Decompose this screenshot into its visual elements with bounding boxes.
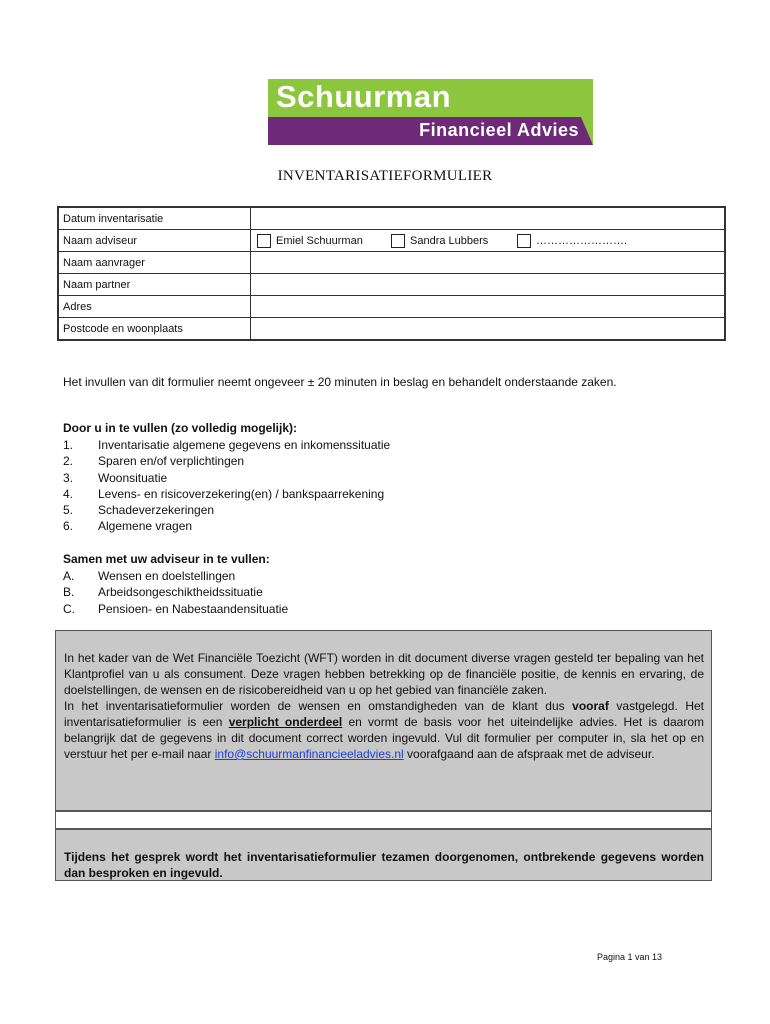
wft-notice-text xyxy=(64,650,704,762)
item-number: 2. xyxy=(63,454,74,469)
list-item xyxy=(63,453,390,469)
logo-brand-bar xyxy=(268,79,593,117)
intro-text: Het invullen van dit formulier neemt ongeveer ± 20 minuten in beslag en behandelt onderstaande zaken. xyxy=(63,375,617,389)
company-logo xyxy=(268,79,593,145)
info-table xyxy=(57,206,726,341)
item-number: 6. xyxy=(63,519,74,534)
row-label: Postcode en woonplaats xyxy=(58,318,251,341)
row-label: Adres xyxy=(58,296,251,318)
item-text: Algemene vragen xyxy=(98,519,193,534)
item-text: Wensen en doelstellingen xyxy=(98,569,236,583)
advisor-option-other[interactable] xyxy=(517,234,627,248)
table-row xyxy=(58,207,725,230)
option-label: Sandra Lubbers xyxy=(410,234,489,247)
notice-text-part: voorafgaand aan de afspraak met de adviseur. xyxy=(403,747,655,761)
row-label: Naam aanvrager xyxy=(58,252,251,274)
row-label: Naam adviseur xyxy=(58,230,251,252)
option-label: ……………………. xyxy=(536,234,628,247)
date-input-cell[interactable] xyxy=(251,207,726,230)
meeting-notice-box xyxy=(55,829,712,881)
logo-corner-shape xyxy=(581,117,593,145)
section2-list xyxy=(63,568,288,617)
address-input-cell[interactable] xyxy=(251,296,726,318)
wft-notice-box xyxy=(55,630,712,811)
partner-input-cell[interactable] xyxy=(251,274,726,296)
section1-title: Door u in te vullen (zo volledig mogelijk): xyxy=(63,421,298,435)
checkbox[interactable] xyxy=(257,234,271,248)
table-row xyxy=(58,296,725,318)
section2-title: Samen met uw adviseur in te vullen: xyxy=(63,552,270,566)
table-row xyxy=(58,252,725,274)
item-text: Inventarisatie algemene gegevens en inkomenssituatie xyxy=(98,438,391,452)
applicant-input-cell[interactable] xyxy=(251,252,726,274)
advisor-option-sandra[interactable] xyxy=(391,234,488,248)
item-number: C. xyxy=(63,601,75,616)
item-text: Schadeverzekeringen xyxy=(98,503,215,518)
row-label: Datum inventarisatie xyxy=(58,207,251,230)
table-row xyxy=(58,274,725,296)
notice-emphasis-underlined: verplicht onderdeel xyxy=(228,715,343,729)
list-item xyxy=(63,502,390,518)
list-item xyxy=(63,601,288,617)
item-number: 5. xyxy=(63,503,74,518)
table-row xyxy=(58,318,725,341)
item-text: Sparen en/of verplichtingen xyxy=(98,454,245,469)
postcode-input-cell[interactable] xyxy=(251,318,726,341)
notice-text-part: In het inventarisatieformulier worden de wensen en omstandigheden van de klant dus xyxy=(64,699,573,713)
section1-list xyxy=(63,437,390,535)
notice-text-part: vastgelegd. Het inventarisatieformulier is een xyxy=(64,699,705,729)
item-text: Arbeidsongeschiktheidssituatie xyxy=(98,585,263,600)
logo-tagline-text: Financieel Advies xyxy=(419,120,579,140)
logo-brand-text: Schuurman xyxy=(276,79,452,114)
email-link[interactable]: info@schuurmanfinancieeladvies.nl xyxy=(214,747,404,761)
meeting-notice-text: Tijdens het gesprek wordt het inventarisatieformulier tezamen doorgenomen, ontbrekende gegevens worden dan besproken en ingevuld. xyxy=(64,850,704,880)
item-number: B. xyxy=(63,585,75,600)
advisor-options-cell xyxy=(251,230,726,252)
item-number: A. xyxy=(63,569,75,583)
document-title: INVENTARISATIEFORMULIER xyxy=(277,168,493,184)
list-item xyxy=(63,568,288,584)
option-label: Emiel Schuurman xyxy=(276,234,363,247)
list-item xyxy=(63,486,390,502)
item-number: 3. xyxy=(63,470,74,485)
divider-strip xyxy=(55,811,712,829)
notice-emphasis: vooraf xyxy=(572,699,609,713)
item-text: Pensioen- en Nabestaandensituatie xyxy=(98,601,289,616)
notice-text-part: en vormt de basis voor het uiteindelijke advies. Het is daarom belangrijk dat de gegevens in dit document correct worden ingevuld. Vul dit formulier per computer in, sla het op en verstuur het per e-mail naar xyxy=(64,715,704,761)
checkbox[interactable] xyxy=(517,234,531,248)
row-label: Naam partner xyxy=(58,274,251,296)
checkbox[interactable] xyxy=(391,234,405,248)
logo-tagline-bar xyxy=(268,117,593,145)
list-item xyxy=(63,437,390,453)
notice-paragraph-1: In het kader van de Wet Financiële Toezicht (WFT) worden in dit document diverse vragen gesteld ter bepaling van het Klantprofiel van u als consument. Deze vragen hebben betrekking op de financiële positie, de kennis en ervaring, de doelstellingen, de wensen en de risicobereidheid van u op het gebied van financiële zaken. xyxy=(64,651,704,697)
advisor-option-emiel[interactable] xyxy=(257,234,363,248)
item-text: Levens- en risicoverzekering(en) / bankspaarrekening xyxy=(98,486,385,501)
list-item xyxy=(63,584,288,600)
list-item xyxy=(63,518,390,534)
item-number: 1. xyxy=(63,438,74,452)
list-item xyxy=(63,470,390,486)
page-number: Pagina 1 van 13 xyxy=(597,952,663,962)
table-row xyxy=(58,230,725,252)
item-number: 4. xyxy=(63,486,74,501)
item-text: Woonsituatie xyxy=(98,470,168,485)
